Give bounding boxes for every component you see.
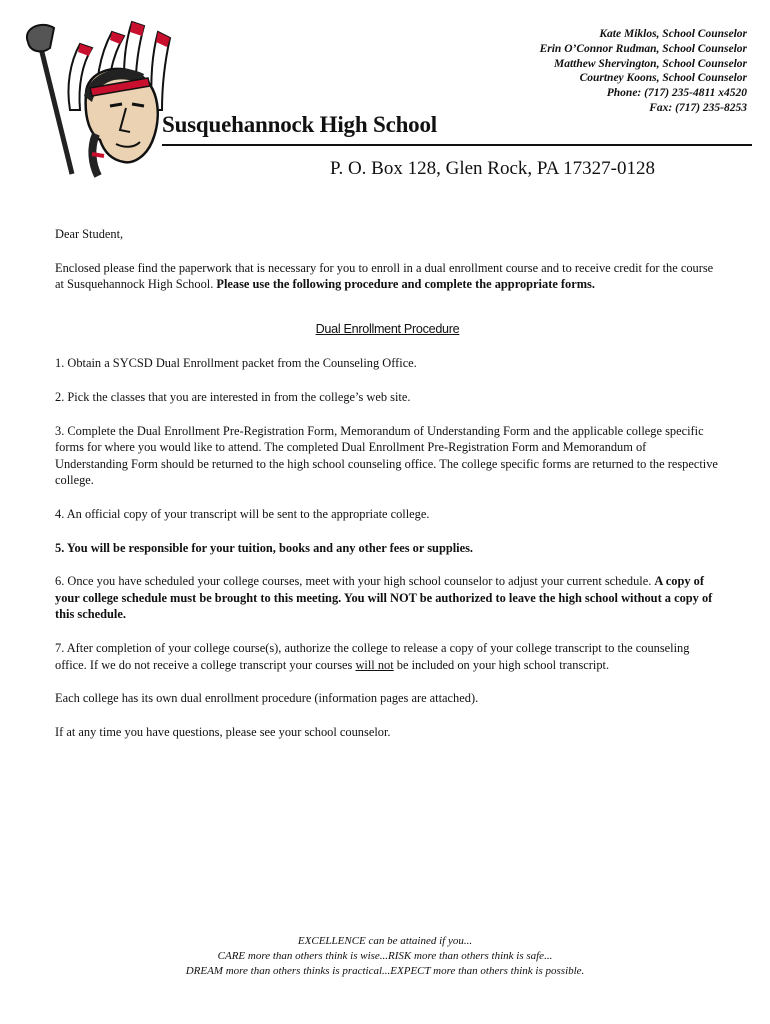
motto-line: DREAM more than others thinks is practical...EXPECT more than others think is possible. <box>185 965 585 977</box>
contact-line: Erin O’Connor Rudman, School Counselor <box>539 42 747 55</box>
contact-line: Courtney Koons, School Counselor <box>579 72 747 85</box>
phone-line: Phone: (717) 235-4811 x4520 <box>606 87 747 100</box>
step-6-text: 6. Once you have scheduled your college courses, meet with your high school counselor to adjust your current schedule. <box>55 574 655 589</box>
contact-line: Matthew Shervington, School Counselor <box>554 57 747 70</box>
procedure-title: Dual Enrollment Procedure <box>315 321 460 336</box>
footer-motto <box>0 934 770 979</box>
intro-text: Enclosed please find the paperwork that is necessary for you to enroll in a dual enrollment course and to receive credit for the course at Susquehannock High School. <box>55 260 714 292</box>
salutation: Dear Student, <box>55 227 124 241</box>
step-5: 5. You will be responsible for your tuition, books and any other fees or supplies. <box>55 540 474 555</box>
motto-line: EXCELLENCE can be attained if you... <box>297 935 473 947</box>
step-7 <box>55 640 720 673</box>
school-name: Susquehannock High School <box>162 112 437 137</box>
step-3: 3. Complete the Dual Enrollment Pre-Registration Form, Memorandum of Understanding Form and the applicable college specific forms for where you would like to attend. The completed Dual Enrollment Pre-Registration Form and Memorandum of Understanding Form should be returned to the high school counseling office. The college specific forms are returned to the respective college. <box>55 423 718 488</box>
header-divider <box>162 144 752 146</box>
intro-paragraph <box>55 260 720 293</box>
closing-line: Each college has its own dual enrollment procedure (information pages are attached). <box>55 691 479 706</box>
intro-bold-text: Please use the following procedure and complete the appropriate forms. <box>216 277 595 292</box>
step-6-bold-text: A copy of your college schedule must be brought to this meeting. You will NOT be authorized to leave the high school without a copy of this schedule. <box>55 574 713 622</box>
step-6 <box>55 573 720 623</box>
contact-line: Kate Miklos, School Counselor <box>599 28 747 40</box>
warrior-head-logo-icon <box>20 14 195 179</box>
letter-body <box>55 226 720 757</box>
step-7-text: 7. After completion of your college course(s), authorize the college to release a copy of your college transcript to the counseling office. If we do not receive a college transcript your courses <box>55 640 690 672</box>
step-2: 2. Pick the classes that you are interested in from the college’s web site. <box>55 389 411 404</box>
step-7-text-end: be included on your high school transcript. <box>393 657 610 672</box>
motto-line: CARE more than others think is wise...RISK more than others think is safe... <box>217 950 553 962</box>
step-1: 1. Obtain a SYCSD Dual Enrollment packet from the Counseling Office. <box>55 356 417 371</box>
school-address: P. O. Box 128, Glen Rock, PA 17327-0128 <box>330 158 655 179</box>
closing-line: If at any time you have questions, please see your school counselor. <box>55 724 391 739</box>
step-7-underlined-text: will not <box>355 657 394 672</box>
step-4: 4. An official copy of your transcript will be sent to the appropriate college. <box>55 506 430 521</box>
fax-line: Fax: (717) 235-8253 <box>649 101 747 114</box>
counselor-contacts <box>540 27 747 116</box>
